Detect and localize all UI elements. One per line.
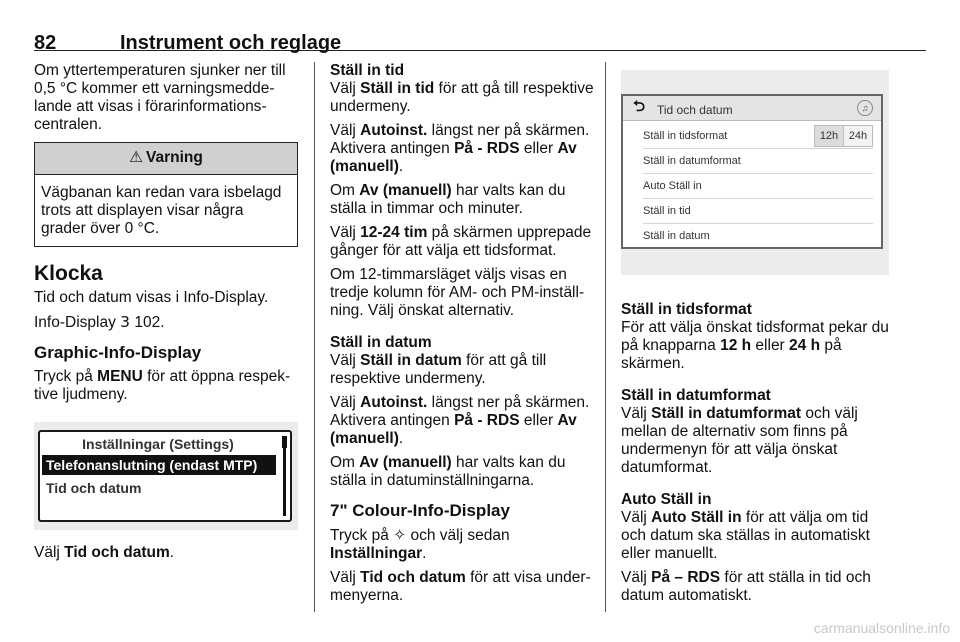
warning-header — [35, 143, 297, 175]
list-item[interactable]: Ställ in tidsformat 12h 24h — [643, 124, 873, 149]
screen-title: Inställningar (Settings) — [82, 436, 234, 452]
time-format-heading: Ställ in tidsformat — [621, 301, 752, 318]
menu-item: Tid och datum — [46, 480, 142, 496]
column-1 — [34, 62, 298, 568]
screen-title: Tid och datum — [657, 103, 733, 117]
list-item[interactable]: Ställ in datumformat — [643, 149, 873, 174]
list-item[interactable]: Ställ in datum — [643, 230, 710, 242]
column-2: Ställ in tid Välj Ställ in tid för att gå till respektive undermeny. Välj Autoinst. längst ner på skärmen. Aktivera antingen På - RDS eller Av (manuell). Om Av (manuell) har valts kan du ställa in timmar och minuter. Välj 12-24 tim på skärmen upprepade gånger för att välja ett tidsformat. Om 12-timmarsläget väljs visas en tredje kolumn för AM- och PM-inställning. Välj önskat alternativ. Ställ in datum Välj Ställ in datum för att gå till respektive undermeny. Välj Autoinst. längst ner på skärmen. Aktivera antingen På - RDS eller Av (manuell). Om Av (manuell) har valts kan du ställa in datuminställningarna. 7" Colour-Info-Display Tryck på ✧ och välj sedan Inställningar. Välj Tid och datum för att visa undermenyerna. — [330, 62, 594, 604]
set-time-heading: Ställ in tid — [330, 62, 405, 79]
select-text: Välj Tid och datum. — [34, 544, 175, 561]
page-ref-arrow-icon: 3 — [120, 313, 131, 331]
12h-button[interactable]: 12h — [814, 125, 844, 147]
settings-list — [643, 124, 873, 248]
colour-display-screenshot — [621, 70, 889, 275]
time-format-toggle — [815, 125, 873, 147]
warning-box — [34, 142, 298, 247]
music-note-icon[interactable]: ♫ — [857, 100, 873, 116]
graphic-display-screenshot — [34, 422, 298, 530]
date-format-heading: Ställ in datumformat — [621, 387, 771, 404]
colour-info-heading: 7" Colour-Info-Display — [330, 501, 510, 520]
list-item[interactable]: Auto Ställ in — [643, 174, 873, 199]
intro-text: Om yttertemperaturen sjunker ner till 0,5 °C kommer ett varningsmeddelande att visas i förarinformationscentralen. — [34, 62, 286, 133]
warning-title: Varning — [146, 149, 203, 166]
settings-icon: ✧ — [393, 526, 407, 544]
set-date-heading: Ställ in datum — [330, 334, 432, 351]
settings-screen — [38, 430, 292, 522]
graphic-info-heading: Graphic-Info-Display — [34, 343, 202, 362]
clock-text: Tid och datum visas i Info-Display. — [34, 289, 269, 306]
graphic-info-text: Tryck på MENU för att öppna respektive ljudmeny. — [34, 368, 291, 403]
column-divider — [314, 62, 315, 612]
time-date-screen — [621, 94, 883, 249]
list-item[interactable]: Ställ in tid — [643, 199, 873, 224]
info-display-ref: Info-Display 3 102. — [34, 313, 165, 331]
auto-set-heading: Auto Ställ in — [621, 491, 712, 508]
menu-item-highlighted: Telefonanslutning (endast MTP) — [42, 455, 276, 475]
page-number: 82 — [34, 32, 57, 54]
column-3: ⮌ Tid och datum ♫ Ställ in tidsformat 12h 24h Ställ in datumformat Auto Ställ in Ställ in tid Ställ in datum Ställ in tidsformat För att välja önskat tidsformat pekar du på knapparna 12 h eller 24 h på skärmen. Ställ in datumformat Välj Ställ in datumformat och välj mellan de alternativ som finns på undermenyn för att välja önskat datumformat. Auto Ställ in Välj Auto Ställ in för att välja om tid och datum ska ställas in automatiskt eller manuellt. Välj På – RDS för att ställa in tid och datum automatiskt. — [621, 62, 889, 611]
watermark: carmanualsonline.info — [813, 620, 950, 636]
column-divider — [605, 62, 606, 612]
screen-title-bar — [623, 96, 881, 121]
page-header — [34, 6, 926, 54]
scrollbar — [283, 436, 286, 516]
chapter-title: Instrument och reglage — [120, 32, 342, 54]
warning-body: Vägbanan kan redan vara isbelagd trots att displayen visar några grader över 0 °C. — [41, 184, 282, 237]
clock-heading: Klocka — [34, 262, 103, 285]
back-arrow-icon[interactable]: ⮌ — [633, 98, 646, 115]
24h-button[interactable]: 24h — [843, 125, 873, 147]
warning-icon: ⚠ — [129, 149, 144, 166]
